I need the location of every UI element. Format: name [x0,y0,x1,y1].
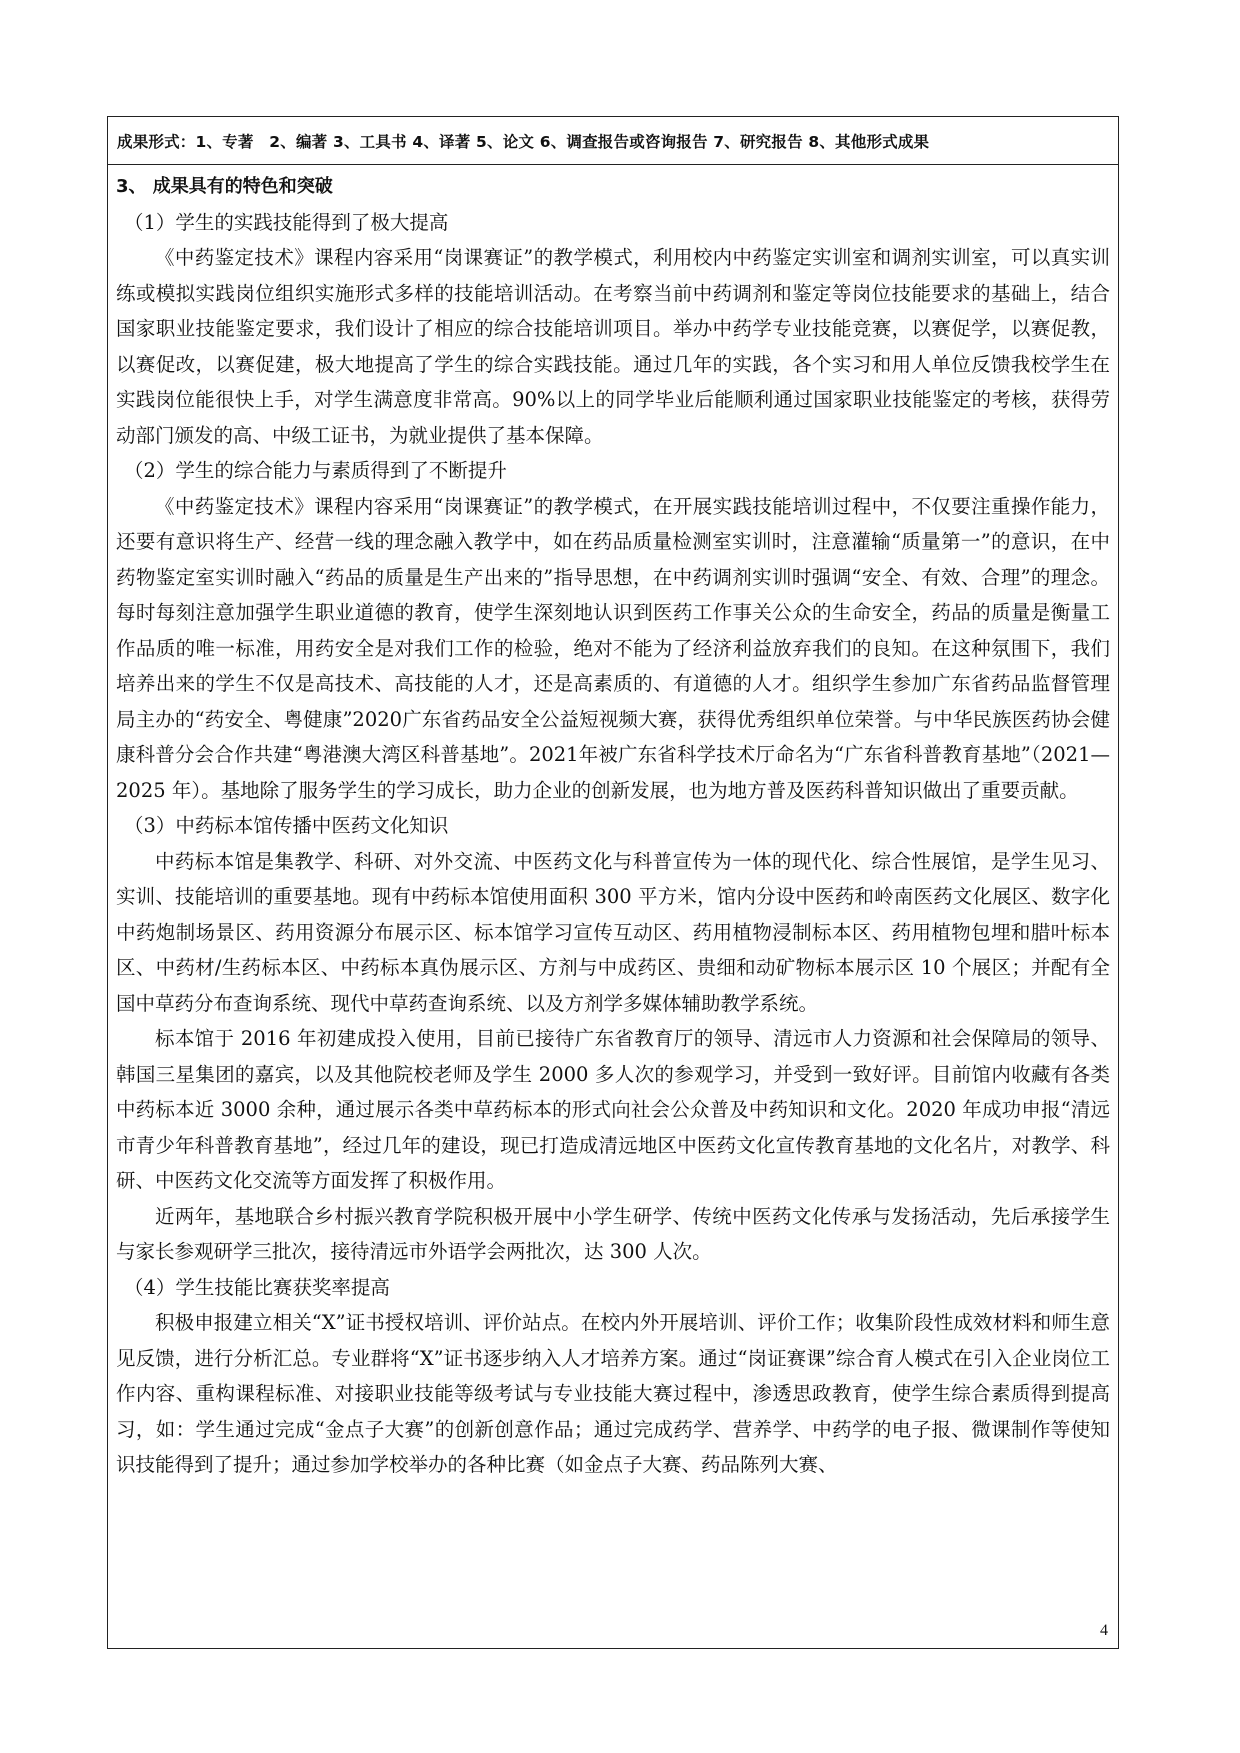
subsection-heading-2: （2）学生的综合能力与素质得到了不断提升 [124,459,507,482]
achievement-form-types: 成果形式：1、专著 2、编著 3、工具书 4、译著 5、论文 6、调查报告或咨询报告 7、研究报告 8、其他形式成果 [108,117,1118,165]
subsection-heading-1: （1）学生的实践技能得到了极大提高 [124,210,449,234]
paragraph: 近两年，基地联合乡村振兴教育学院积极开展中小学生研学、传统中医药文化传承与发扬活动，先后承接学生与家长参观研学三批次，接待清远市外语学会两批次，达 300 人次。 [116,1204,1110,1263]
subsection-heading-3: （3）中药标本馆传播中医药文化知识 [124,814,449,837]
features-breakthroughs-cell [108,165,1118,1648]
subsection-heading-4: （4）学生技能比赛获奖率提高 [124,1275,390,1299]
paragraph: 中药标本馆是集教学、科研、对外交流、中医药文化与科普宣传为一体的现代化、综合性展馆，是学生见习、实训、技能培训的重要基地。现有中药标本馆使用面积 300 平方米，馆内分设中医药和岭南医药文化展区、数字化中药炮制场景区、药用资源分布展示区、标本馆学习宣传互动区、药用植物浸制标本区、药用植物包埋和腊叶标本区、中药材/生药标本区、中药标本真伪展示区、方剂与中成药区、贵细和动矿物标本展示区 10 个展区；并配有全国中草药分布查询系统、现代中草药查询系统、以及方剂学多媒体辅助教学系统。 [116,849,1110,1015]
document-table [107,116,1119,1649]
paragraph: 积极申报建立相关“X”证书授权培训、评价站点。在校内外开展培训、评价工作；收集阶段性成效材料和师生意见反馈，进行分析汇总。专业群将“X”证书逐步纳入人才培养方案。通过“岗证赛课”综合育人模式在引入企业岗位工作内容、重构课程标准、对接职业技能等级考试与专业技能大赛过程中，渗透思政教育，使学生综合素质得到提高习，如：学生通过完成“金点子大赛”的创新创意作品；通过完成药学、营养学、中药学的电子报、微课制作等使知识技能得到了提升；通过参加学校举办的各种比赛（如金点子大赛、药品陈列大赛、 [116,1311,1110,1476]
paragraph: 标本馆于 2016 年初建成投入使用，目前已接待广东省教育厅的领导、清远市人力资源和社会保障局的领导、韩国三星集团的嘉宾，以及其他院校老师及学生 2000 多人次的参观学习，并受到一致好评。目前馆内收藏有各类中药标本近 3000 余种，通过展示各类中草药标本的形式向社会公众普及中药知识和文化。2020 年成功申报“清远市青少年科普教育基地”，经过几年的建设，现已打造成清远地区中医药文化宣传教育基地的文化名片，对教学、科研、中医药文化交流等方面发挥了积极作用。 [116,1027,1110,1192]
section-title: 3、 成果具有的特色和突破 [116,176,333,197]
page-number: 4 [1100,1622,1108,1639]
paragraph: 《中药鉴定技术》课程内容采用“岗课赛证”的教学模式，利用校内中药鉴定实训室和调剂实训室，可以真实训练或模拟实践岗位组织实施形式多样的技能培训活动。在考察当前中药调剂和鉴定等岗位技能要求的基础上，结合国家职业技能鉴定要求，我们设计了相应的综合技能培训项目。举办中药学专业技能竞赛，以赛促学，以赛促教，以赛促改，以赛促建，极大地提高了学生的综合实践技能。通过几年的实践，各个实习和用人单位反馈我校学生在实践岗位能很快上手，对学生满意度非常高。90%以上的同学毕业后能顺利通过国家职业技能鉴定的考核，获得劳动部门颁发的高、中级工证书，为就业提供了基本保障。 [116,246,1110,447]
paragraph: 《中药鉴定技术》课程内容采用“岗课赛证”的教学模式，在开展实践技能培训过程中，不仅要注重操作能力，还要有意识将生产、经营一线的理念融入教学中，如在药品质量检测室实训时，注意灌输“质量第一”的意识，在中药物鉴定室实训时融入“药品的质量是生产出来的”指导思想，在中药调剂实训时强调“安全、有效、合理”的理念。每时每刻注意加强学生职业道德的教育，使学生深刻地认识到医药工作事关公众的生命安全，药品的质量是衡量工作品质的唯一标准，用药安全是对我们工作的检验，绝对不能为了经济利益放弃我们的良知。在这种氛围下，我们培养出来的学生不仅是高技术、高技能的人才，还是高素质的、有道德的人才。组织学生参加广东省药品监督管理局主办的“药安全、粤健康”2020广东省药品安全公益短视频大赛，获得优秀组织单位荣誉。与中华民族医药协会健康科普分会合作共建“粤港澳大湾区科普基地”。2021年被广东省科学技术厅命名为“广东省科普教育基地”（2021—2025 年）。基地除了服务学生的学习成长，助力企业的创新发展，也为地方普及医药科普知识做出了重要贡献。 [116,494,1110,802]
